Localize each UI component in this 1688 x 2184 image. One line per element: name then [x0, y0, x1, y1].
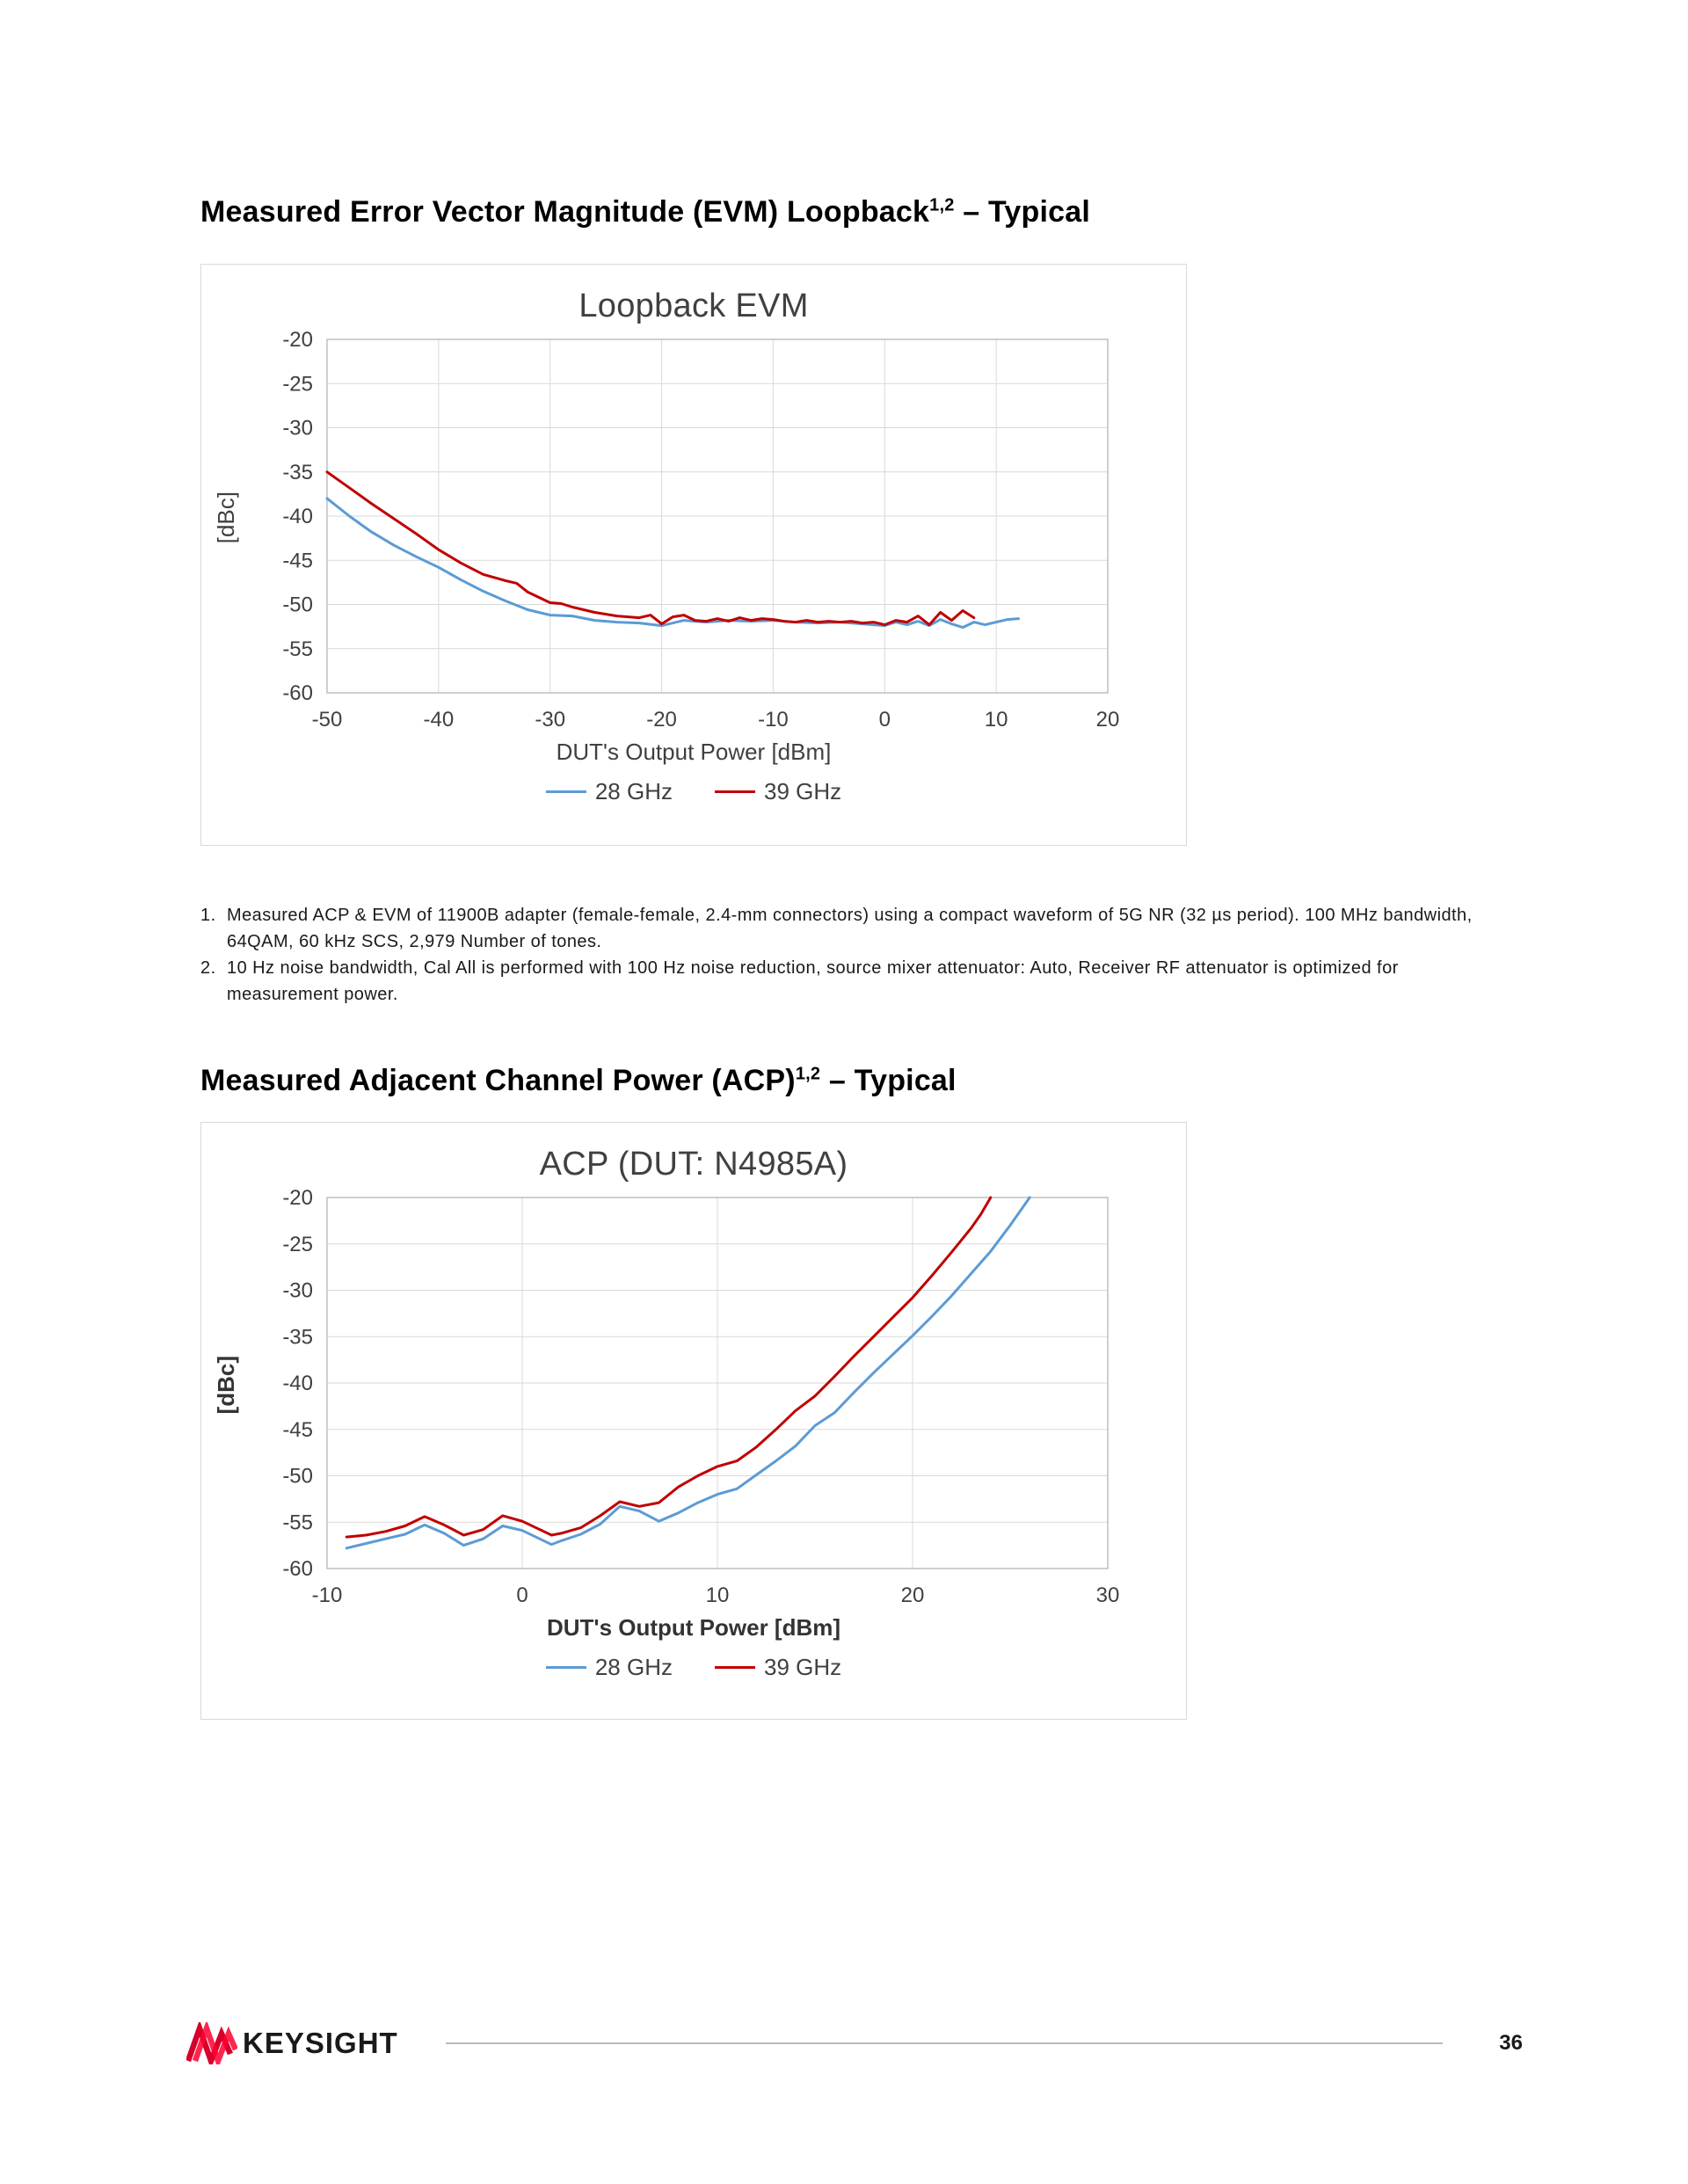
acp-heading-footnote-ref: 1,2: [795, 1064, 821, 1084]
x-tick-label: 20: [900, 1583, 925, 1607]
acp-legend: [546, 1654, 841, 1681]
x-tick-label: 20: [1095, 708, 1120, 732]
acp-heading-suffix: – Typical: [828, 1064, 957, 1097]
acp-section-heading: [200, 1064, 957, 1098]
legend-line-28ghz-icon: [546, 1666, 586, 1669]
y-tick-label: -45: [282, 1417, 313, 1442]
legend-line-39ghz-icon: [715, 1666, 755, 1669]
x-tick-label: -10: [758, 708, 789, 732]
y-tick-label: -50: [282, 593, 313, 617]
y-tick-label: -55: [282, 637, 313, 661]
x-tick-label: 10: [705, 1583, 730, 1607]
y-tick-label: -20: [282, 329, 313, 352]
y-tick-label: -30: [282, 416, 313, 440]
y-tick-label: -60: [282, 681, 313, 705]
page-number: 36: [1499, 2031, 1523, 2055]
x-tick-label: 0: [516, 1583, 528, 1607]
footnotes: [200, 902, 1493, 1008]
y-tick-label: -40: [282, 505, 313, 528]
brand-name: KEYSIGHT: [243, 2027, 398, 2059]
x-tick-label: 10: [984, 708, 1008, 732]
x-tick-label: -30: [535, 708, 566, 732]
y-tick-label: -20: [282, 1187, 313, 1210]
legend-label-28ghz: 28 GHz: [594, 1654, 673, 1680]
evm-y-axis-label: [dBc]: [213, 491, 239, 544]
acp-chart-canvas: [243, 1187, 1175, 1618]
legend-item-28ghz: [546, 1654, 673, 1681]
evm-heading-text: Measured Error Vector Magnitude (EVM) Loopback: [200, 195, 930, 229]
legend-label-39ghz: 39 GHz: [764, 778, 842, 804]
y-tick-label: -30: [282, 1278, 313, 1303]
footnote-1-text: Measured ACP & EVM of 11900B adapter (female-female, 2.4-mm connectors) using a compact waveform of 5G NR (32 µs period). 100 MHz bandwidth, 64QAM, 60 kHz SCS, 2,979 Number of tones.: [227, 906, 1473, 951]
legend-item-39ghz: [715, 778, 841, 805]
series-line-39-ghz: [346, 1198, 991, 1537]
evm-chart-title: Loopback EVM: [578, 288, 809, 324]
acp-chart: [200, 1122, 1187, 1720]
evm-heading-footnote-ref: 1,2: [929, 195, 955, 215]
x-tick-label: 0: [878, 708, 891, 732]
y-tick-label: -25: [282, 372, 313, 397]
legend-item-39ghz: [715, 1654, 841, 1681]
y-tick-label: -55: [282, 1511, 313, 1535]
footnote-2-text: 10 Hz noise bandwidth, Cal All is performed with 100 Hz noise reduction, source mixer attenuator: Auto, Receiver RF attenuator is optimized for measurement power.: [227, 958, 1399, 1004]
y-tick-label: -35: [282, 460, 313, 484]
x-tick-label: 30: [1095, 1583, 1120, 1607]
evm-heading-suffix: – Typical: [963, 195, 1090, 229]
x-tick-label: -50: [311, 708, 343, 732]
y-tick-label: -25: [282, 1232, 313, 1256]
series-line-28-ghz: [346, 1198, 1030, 1548]
x-tick-label: -40: [423, 708, 455, 732]
acp-chart-area: [213, 1187, 1175, 1618]
footnote-1-number: 1.: [200, 906, 216, 925]
legend-line-39ghz-icon: [715, 790, 755, 793]
evm-legend: [546, 778, 841, 805]
evm-section-heading: [200, 195, 1090, 229]
footnote-2-number: 2.: [200, 958, 216, 978]
acp-y-axis-label: [dBc]: [213, 1355, 239, 1415]
y-tick-label: -45: [282, 549, 313, 573]
legend-label-39ghz: 39 GHz: [764, 1654, 842, 1680]
y-tick-label: -40: [282, 1372, 313, 1395]
x-tick-label: -20: [646, 708, 677, 732]
page-footer: [186, 2022, 1523, 2064]
evm-chart: [200, 264, 1187, 846]
footnote-1: [200, 902, 1493, 955]
legend-item-28ghz: [546, 778, 673, 805]
series-line-39-ghz: [327, 472, 974, 625]
footnote-2: [200, 955, 1493, 1008]
y-tick-label: -50: [282, 1464, 313, 1489]
evm-chart-canvas: [243, 329, 1175, 742]
evm-x-axis-label: DUT's Output Power [dBm]: [556, 739, 832, 765]
footer-divider: [446, 2042, 1444, 2044]
x-tick-label: -10: [311, 1583, 343, 1607]
acp-heading-text: Measured Adjacent Channel Power (ACP): [200, 1064, 796, 1097]
series-line-28-ghz: [327, 499, 1019, 628]
legend-label-28ghz: 28 GHz: [594, 778, 673, 804]
evm-chart-area: [213, 329, 1175, 742]
y-tick-label: -60: [282, 1557, 313, 1581]
keysight-spark-icon: [186, 2022, 237, 2064]
y-tick-label: -35: [282, 1325, 313, 1350]
acp-x-axis-label: DUT's Output Power [dBm]: [546, 1614, 841, 1641]
keysight-logo: [186, 2022, 398, 2064]
acp-chart-title: ACP (DUT: N4985A): [539, 1146, 848, 1183]
legend-line-28ghz-icon: [546, 790, 586, 793]
